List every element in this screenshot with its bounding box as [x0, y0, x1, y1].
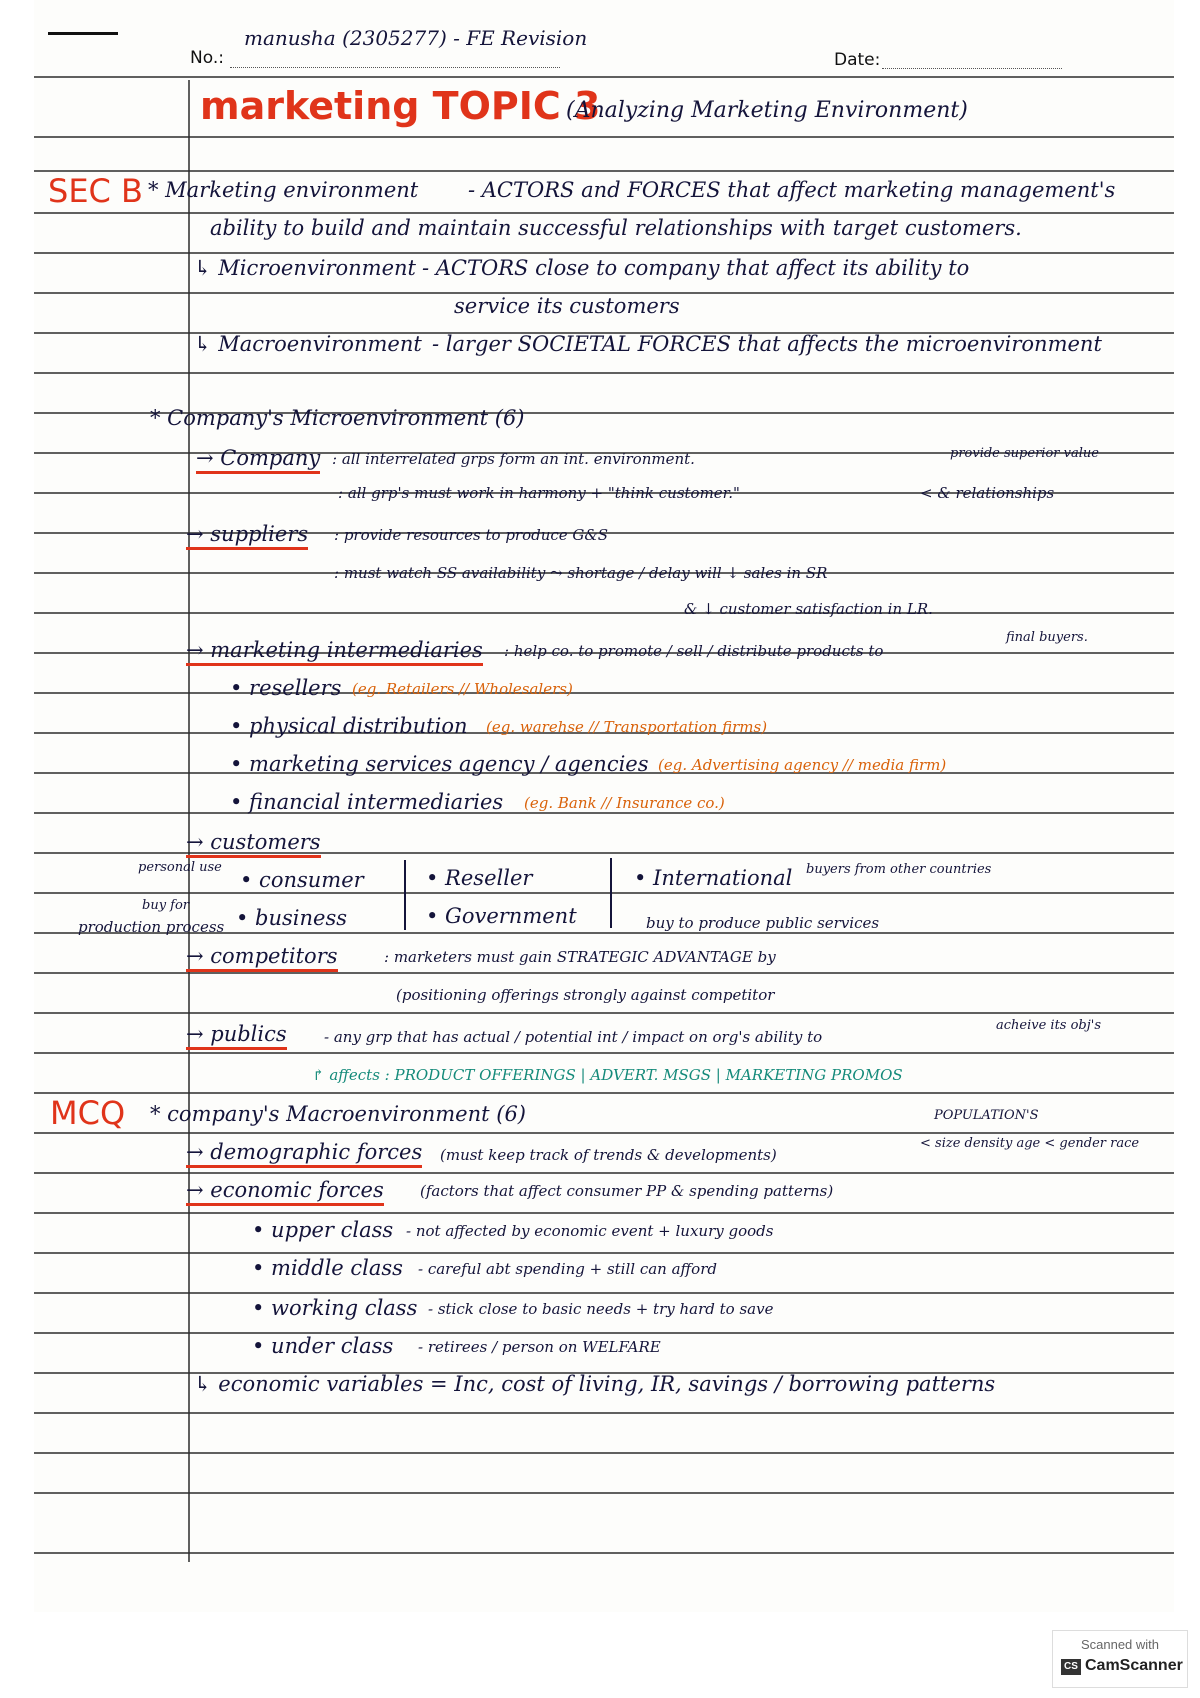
note-line: : provide resources to produce G&S: [334, 526, 609, 544]
note-line: : marketers must gain STRATEGIC ADVANTAGE by: [384, 948, 776, 966]
note-line: • resellers: [230, 676, 342, 700]
ruled-line: [34, 1052, 1174, 1054]
side-note: buy to produce public services: [646, 914, 880, 932]
ruled-line: [34, 1492, 1174, 1494]
note-line: (must keep track of trends & developments): [440, 1146, 777, 1164]
note-line: • physical distribution: [230, 714, 468, 738]
ruled-line: [34, 1252, 1174, 1254]
note-line: & ↓ customer satisfaction in LR.: [684, 600, 933, 618]
camscanner-name: CamScanner: [1085, 1657, 1183, 1674]
sec-b-label: SEC B: [48, 172, 143, 210]
ruled-line: [34, 136, 1174, 138]
note-line: • financial intermediaries: [230, 790, 504, 814]
ruled-line: [34, 1552, 1174, 1554]
note-line: • business: [236, 906, 348, 930]
side-note: buyers from other countries: [806, 862, 992, 877]
note-line: → marketing intermediaries: [186, 638, 483, 662]
note-line: → economic forces: [186, 1178, 384, 1202]
note-line: → Company: [196, 446, 320, 470]
ruled-line: [34, 1212, 1174, 1214]
note-line: service its customers: [454, 294, 680, 318]
note-line: → suppliers: [186, 522, 308, 546]
note-line: → demographic forces: [186, 1140, 422, 1164]
side-note: final buyers.: [1006, 630, 1088, 645]
ruled-line: [34, 1452, 1174, 1454]
note-line: - larger SOCIETAL FORCES that affects the microenvironment: [432, 332, 1102, 356]
note-line: (positioning offerings strongly against competitor: [396, 986, 775, 1004]
note-line: * Marketing environment: [148, 178, 419, 202]
note-line: - any grp that has actual / potential int / impact on org's ability to: [324, 1028, 823, 1046]
side-note: acheive its obj's: [996, 1018, 1102, 1033]
notebook-page: [34, 0, 1174, 1612]
ruled-line: [34, 372, 1174, 374]
corner-mark: [48, 32, 118, 35]
ruled-line: [34, 612, 1174, 614]
note-line: - stick close to basic needs + try hard to save: [428, 1300, 774, 1318]
note-line: : all interrelated grps form an int. environment.: [332, 450, 695, 468]
divider: [610, 858, 612, 928]
note-line: : all grp's must work in harmony + "think customer.": [338, 484, 740, 502]
note-line: ↳ Macroenvironment: [194, 332, 422, 356]
side-note: POPULATION'S: [934, 1108, 1039, 1123]
ruled-line: [34, 812, 1174, 814]
note-line: (eg. warehse // Transportation firms): [486, 718, 768, 736]
camscanner-logo-icon: CS: [1061, 1659, 1081, 1675]
note-line: • marketing services agency / agencies: [230, 752, 649, 776]
ruled-line: [34, 1292, 1174, 1294]
margin-production-process: production process: [78, 918, 225, 936]
note-line: • Government: [426, 904, 577, 928]
margin-line: [188, 80, 190, 1562]
ruled-line: [34, 1172, 1174, 1174]
note-line: : must watch SS availability ⤳ shortage / delay will ↓ sales in SR: [334, 564, 828, 582]
ruled-line: [34, 972, 1174, 974]
note-line: (eg. Bank // Insurance co.): [524, 794, 725, 812]
ruled-line: [34, 1132, 1174, 1134]
header-name: manusha (2305277) - FE Revision: [244, 26, 588, 50]
note-line: • upper class: [252, 1218, 394, 1242]
margin-personal-use: personal use: [138, 860, 222, 875]
mcq-label: MCQ: [50, 1094, 126, 1132]
date-dotted-line: [882, 67, 1062, 69]
ruled-line: [34, 1012, 1174, 1014]
note-line: • consumer: [240, 868, 364, 892]
note-line: → publics: [186, 1022, 287, 1046]
scanned-with-label: Scanned with: [1080, 1637, 1160, 1652]
note-line: - careful abt spending + still can afford: [418, 1260, 717, 1278]
page-subtitle: (Analyzing Marketing Environment): [566, 98, 968, 123]
note-line: (eg. Retailers // Wholesalers): [352, 680, 573, 698]
note-line: (eg. Advertising agency // media firm): [658, 756, 947, 774]
note-line: • Reseller: [426, 866, 533, 890]
note-line: • under class: [252, 1334, 394, 1358]
margin-buy-for: buy for: [142, 898, 190, 913]
divider: [404, 860, 406, 930]
ruled-line: [34, 76, 1174, 78]
ruled-line: [34, 892, 1174, 894]
note-line: ↱ affects : PRODUCT OFFERINGS | ADVERT. MSGS | MARKETING PROMOS: [312, 1066, 903, 1084]
ruled-line: [34, 212, 1174, 214]
note-line: • middle class: [252, 1256, 403, 1280]
note-line: - not affected by economic event + luxury goods: [406, 1222, 774, 1240]
ruled-line: [34, 1332, 1174, 1334]
camscanner-badge: [1052, 1630, 1188, 1688]
note-line: - ACTORS and FORCES that affect marketing management's: [468, 178, 1116, 202]
no-label: No.:: [190, 48, 224, 68]
note-line: ability to build and maintain successful relationships with target customers.: [210, 216, 1022, 240]
note-line: (factors that affect consumer PP & spending patterns): [420, 1182, 834, 1200]
side-note: provide superior value: [950, 446, 1099, 461]
note-line: ↳ economic variables = Inc, cost of living, IR, savings / borrowing patterns: [194, 1372, 996, 1396]
note-line: • working class: [252, 1296, 418, 1320]
note-line: * Company's Microenvironment (6): [150, 406, 525, 430]
note-line: - ACTORS close to company that affect its ability to: [422, 256, 970, 280]
note-line: * company's Macroenvironment (6): [150, 1102, 527, 1126]
date-label: Date:: [834, 50, 881, 70]
ruled-line: [34, 1092, 1174, 1094]
note-line: - retirees / person on WELFARE: [418, 1338, 661, 1356]
side-note: < size density age < gender race: [920, 1136, 1140, 1151]
ruled-line: [34, 692, 1174, 694]
ruled-line: [34, 1412, 1174, 1414]
page-title: marketing TOPIC 3: [200, 84, 601, 128]
ruled-line: [34, 252, 1174, 254]
note-line: : help co. to promote / sell / distribute products to: [504, 642, 884, 660]
note-line: • International: [634, 866, 793, 890]
note-line: ↳ Microenvironment: [194, 256, 416, 280]
side-note: < & relationships: [920, 484, 1055, 502]
no-dotted-line: [230, 66, 560, 68]
note-line: → competitors: [186, 944, 338, 968]
ruled-line: [34, 170, 1174, 172]
note-line: → customers: [186, 830, 321, 854]
